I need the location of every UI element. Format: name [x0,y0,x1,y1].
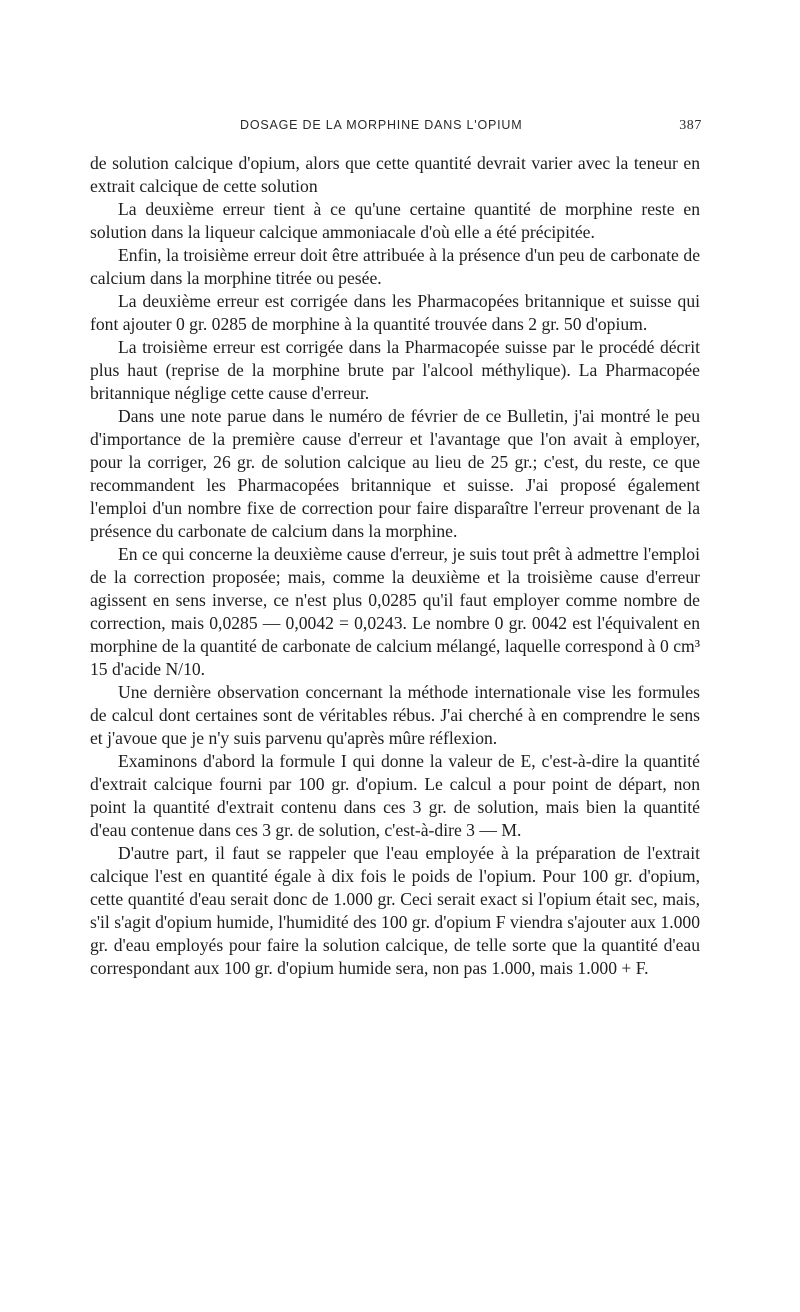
paragraph: Enfin, la troisième erreur doit être attribuée à la présence d'un peu de carbonate de calcium dans la morphine titrée ou pesée. [90,245,700,288]
paragraph: En ce qui concerne la deuxième cause d'erreur, je suis tout prêt à admettre l'emploi de la correction proposée; mais, comme la deuxième et la troisième cause d'erreur agissent en sens inverse, ce n'est plus 0,0285 qu'il faut employer comme nombre de correction, mais 0,0285 — 0,0042 = 0,0243. Le nombre 0 gr. 0042 est l'équivalent en morphine de la quantité de carbonate de calcium mélangé, laquelle correspond à 0 cm³ 15 d'acide N/10. [90,544,700,679]
running-title: DOSAGE DE LA MORPHINE DANS L'OPIUM [240,118,523,132]
paragraph: Examinons d'abord la formule I qui donne la valeur de E, c'est-à-dire la quantité d'extrait calcique fourni par 100 gr. d'opium. Le calcul a pour point de départ, non point la quantité d'extrait contenu dans ces 3 gr. de solution, mais bien la quantité d'eau contenue dans ces 3 gr. de solution, c'est-à-dire 3 — M. [90,751,700,840]
book-page [90,108,700,980]
body-text [90,152,700,980]
paragraph-continuation: de solution calcique d'opium, alors que cette quantité devrait varier avec la teneur en extrait calcique de cette solution [90,153,700,196]
paragraph: Une dernière observation concernant la méthode internationale vise les formules de calcul dont certaines sont de véritables rébus. J'ai cherché à en comprendre le sens et j'avoue que je n'y suis parvenu qu'après mûre réflexion. [90,682,700,748]
paragraph: La troisième erreur est corrigée dans la Pharmacopée suisse par le procédé décrit plus haut (reprise de la morphine brute par l'alcool méthylique). La Pharmacopée britannique néglige cette cause d'erreur. [90,337,700,403]
paragraph: La deuxième erreur est corrigée dans les Pharmacopées britannique et suisse qui font ajouter 0 gr. 0285 de morphine à la quantité trouvée dans 2 gr. 50 d'opium. [90,291,700,334]
page-number: 387 [679,118,702,133]
paragraph: La deuxième erreur tient à ce qu'une certaine quantité de morphine reste en solution dans la liqueur calcique ammoniacale d'où elle a été précipitée. [90,199,700,242]
paragraph: Dans une note parue dans le numéro de février de ce Bulletin, j'ai montré le peu d'importance de la première cause d'erreur et l'avantage que l'on avait à employer, pour la corriger, 26 gr. de solution calcique au lieu de 25 gr.; c'est, du reste, ce que recommandent les Pharmacopées britannique et suisse. J'ai proposé également l'emploi d'un nombre fixe de correction pour faire disparaître l'erreur provenant de la présence du carbonate de calcium dans la morphine. [90,406,700,541]
paragraph: D'autre part, il faut se rappeler que l'eau employée à la préparation de l'extrait calcique l'est en quantité égale à dix fois le poids de l'opium. Pour 100 gr. d'opium, cette quantité d'eau serait donc de 1.000 gr. Ceci serait exact si l'opium était sec, mais, s'il s'agit d'opium humide, l'humidité des 100 gr. d'opium F viendra s'ajouter aux 1.000 gr. d'eau employés pour faire la solution calcique, de telle sorte que la quantité d'eau correspondant aux 100 gr. d'opium humide sera, non pas 1.000, mais 1.000 + F. [90,843,700,978]
running-head [90,108,700,134]
